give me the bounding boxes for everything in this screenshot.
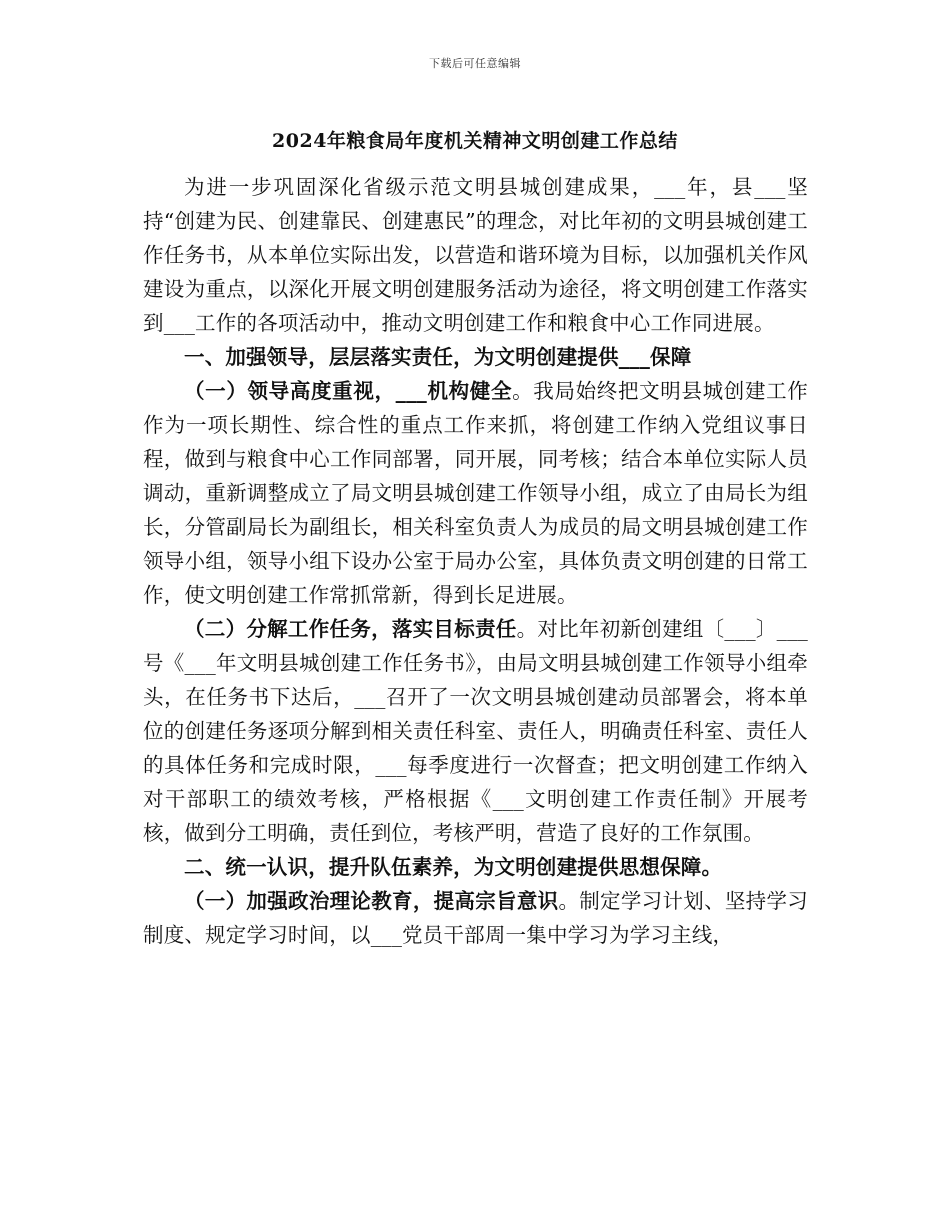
subsection-lead: （一）领导高度重视，___机构健全 [184, 379, 513, 403]
paragraph-1-2 [143, 612, 808, 850]
paragraph-text: 。我局始终把文明县城创建工作作为一项长期性、综合性的重点工作来抓，将创建工作纳入党组议事日程，做到与粮食中心工作同部署，同开展，同考核；结合本单位实际人员调动，重新调整成立了局文明县城创建工作领导小组，成立了由局长为组长，分管副局长为副组长，相关科室负责人为成员的局文明县城创建工作领导小组，领导小组下设办公室于局办公室，具体负责文明创建的日常工作，使文明创建工作常抓常新，得到长足进展。 [143, 379, 808, 607]
page-header-note: 下载后可任意编辑 [429, 57, 521, 70]
paragraph-text: 。制定学习计划、坚持学习制度、规定学习时间，以___党员干部周一集中学习为学习主线， [143, 889, 808, 947]
paragraph-1-1 [143, 374, 808, 612]
document-body [143, 170, 808, 952]
document-title: 2024年粮食局年度机关精神文明创建工作总结 [272, 130, 678, 152]
paragraph-text: 。对比年初新创建组〔___〕___号《___年文明县城创建工作任务书》，由局文明县城创建工作领导小组牵头，在任务书下达后，___召开了一次文明县城创建动员部署会，将本单位的创建任务逐项分解到相关责任科室、责任人，明确责任科室、责任人的具体任务和完成时限，___每季度进行一次督查；把文明创建工作纳入对干部职工的绩效考核，严格根据《___文明创建工作责任制》开展考核，做到分工明确，责任到位，考核严明，营造了良好的工作氛围。 [143, 617, 809, 845]
paragraph-2-1 [143, 884, 808, 952]
paragraph-text: 为进一步巩固深化省级示范文明县城创建成果，___年，县___坚持“创建为民、创建靠民、创建惠民”的理念，对比年初的文明县城创建工作任务书，从本单位实际出发，以营造和谐环境为目标，以加强机关作风建设为重点，以深化开展文明创建服务活动为途径，将文明创建工作落实到___工作的各项活动中，推动文明创建工作和粮食中心工作同进展。 [143, 175, 808, 335]
subsection-lead: （一）加强政治理论教育，提高宗旨意识 [184, 889, 559, 913]
section-heading-1: 一、加强领导，层层落实责任，为文明创建提供___保障 [184, 345, 692, 369]
subsection-lead: （二）分解工作任务，落实目标责任 [184, 617, 517, 641]
section-heading-2: 二、统一认识，提升队伍素养，为文明创建提供思想保障。 [184, 855, 723, 879]
intro-paragraph [143, 170, 808, 340]
